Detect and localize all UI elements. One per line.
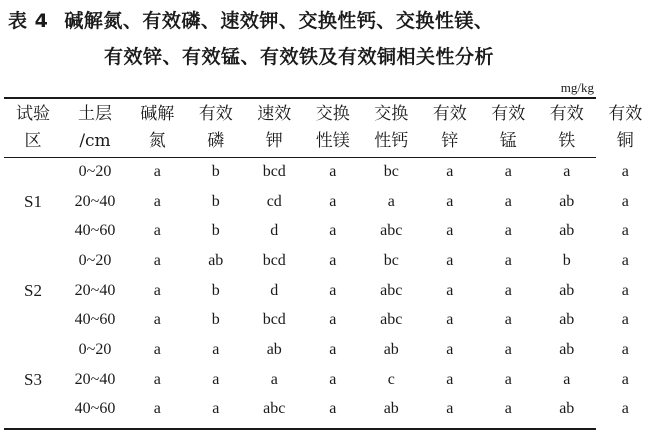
table-row xyxy=(4,276,655,306)
value-cell: a xyxy=(153,281,161,299)
value-cell: b xyxy=(211,281,220,299)
value-cell: abc xyxy=(380,311,403,329)
data-table xyxy=(4,99,655,424)
value-cell: a xyxy=(621,370,629,388)
column-header-line: 性镁 xyxy=(315,131,350,151)
caption-line-2: 有效锌、有效锰、有效铁及有效铜相关性分析 xyxy=(104,46,495,68)
column-header xyxy=(362,99,421,157)
value-cell: a xyxy=(329,311,337,329)
value-cell: a xyxy=(563,162,571,180)
value-cell: a xyxy=(621,340,629,358)
value-cell: a xyxy=(504,222,512,240)
unit-label: mg/kg xyxy=(560,80,594,95)
column-header xyxy=(421,99,480,157)
value-cell: b xyxy=(211,311,220,329)
value-cell: a xyxy=(212,400,220,418)
value-cell: a xyxy=(504,162,512,180)
column-header-line: 铁 xyxy=(558,131,576,151)
depth-cell: 0~20 xyxy=(78,162,112,180)
value-cell: a xyxy=(621,311,629,329)
column-header-line: 氮 xyxy=(148,131,166,151)
value-cell: a xyxy=(329,400,337,418)
value-cell: b xyxy=(211,192,220,210)
value-cell: a xyxy=(446,162,454,180)
value-cell: a xyxy=(446,370,454,388)
column-header xyxy=(4,99,62,157)
table-row xyxy=(4,395,655,425)
depth-cell: 40~60 xyxy=(74,400,116,418)
value-cell: b xyxy=(562,251,571,269)
value-cell: a xyxy=(446,311,454,329)
column-header-line: 锌 xyxy=(441,131,459,151)
value-cell: a xyxy=(329,162,337,180)
value-cell: ab xyxy=(559,400,575,418)
value-cell: bcd xyxy=(262,251,286,269)
value-cell: b xyxy=(211,222,220,240)
zone-cell: S2 xyxy=(24,280,42,300)
column-header-line: 有效 xyxy=(491,104,526,124)
value-cell: a xyxy=(329,281,337,299)
column-header-line: 锰 xyxy=(499,131,517,151)
zone-cell: S1 xyxy=(24,191,42,211)
column-header-line: 钾 xyxy=(265,131,283,151)
column-header-line: 速效 xyxy=(257,104,292,124)
value-cell: ab xyxy=(383,400,399,418)
value-cell: a xyxy=(504,192,512,210)
value-cell: bc xyxy=(383,162,399,180)
value-cell: a xyxy=(153,370,161,388)
table-row xyxy=(4,305,655,335)
depth-cell: 40~60 xyxy=(74,311,116,329)
column-header-line: 交换 xyxy=(374,104,409,124)
column-header-line: 试验 xyxy=(16,104,50,124)
column-header-line: 碱解 xyxy=(140,104,175,124)
depth-cell: 0~20 xyxy=(78,251,112,269)
value-cell: a xyxy=(153,251,161,269)
column-header-line: 交换 xyxy=(315,104,350,124)
value-cell: bc xyxy=(383,251,399,269)
column-header-line: 性钙 xyxy=(374,131,409,151)
value-cell: a xyxy=(504,340,512,358)
column-header xyxy=(538,99,597,157)
value-cell: a xyxy=(153,222,161,240)
value-cell: a xyxy=(329,340,337,358)
depth-cell: 0~20 xyxy=(78,340,112,358)
column-header xyxy=(304,99,363,157)
value-cell: a xyxy=(621,222,629,240)
value-cell: a xyxy=(329,251,337,269)
table-row xyxy=(4,246,655,276)
value-cell: ab xyxy=(559,340,575,358)
value-cell: a xyxy=(504,311,512,329)
column-header-line: 有效 xyxy=(432,104,467,124)
value-cell: ab xyxy=(208,251,224,269)
depth-cell: 40~60 xyxy=(74,222,116,240)
value-cell: a xyxy=(504,370,512,388)
value-cell: a xyxy=(212,370,220,388)
column-header xyxy=(245,99,304,157)
value-cell: a xyxy=(212,340,220,358)
value-cell: a xyxy=(153,400,161,418)
column-header xyxy=(128,99,187,157)
caption-line-1 xyxy=(8,6,493,33)
column-header xyxy=(596,99,655,157)
value-cell: a xyxy=(621,251,629,269)
value-cell: b xyxy=(211,162,220,180)
value-cell: a xyxy=(446,192,454,210)
value-cell: abc xyxy=(263,400,286,418)
table-row xyxy=(4,216,655,246)
value-cell: a xyxy=(621,281,629,299)
value-cell: a xyxy=(446,400,454,418)
value-cell: d xyxy=(270,281,279,299)
bottom-rule xyxy=(4,428,596,430)
column-header-line: 磷 xyxy=(207,131,225,151)
value-cell: c xyxy=(387,370,395,388)
value-cell: a xyxy=(621,400,629,418)
value-cell: a xyxy=(329,370,337,388)
column-header-line: 区 xyxy=(24,131,42,151)
value-cell: bcd xyxy=(262,311,286,329)
column-header xyxy=(187,99,246,157)
zone-cell: S3 xyxy=(24,369,42,389)
depth-cell: 20~40 xyxy=(74,192,116,210)
value-cell: ab xyxy=(266,340,282,358)
column-header xyxy=(62,99,128,157)
column-header-line: 有效 xyxy=(549,104,584,124)
value-cell: a xyxy=(446,281,454,299)
column-header xyxy=(479,99,538,157)
value-cell: cd xyxy=(266,192,282,210)
value-cell: a xyxy=(153,162,161,180)
value-cell: bcd xyxy=(262,162,286,180)
value-cell: a xyxy=(153,340,161,358)
table-row xyxy=(4,365,655,395)
value-cell: a xyxy=(621,192,629,210)
value-cell: a xyxy=(563,370,571,388)
table-number: 表 4 xyxy=(8,10,49,32)
depth-cell: 20~40 xyxy=(74,281,116,299)
value-cell: a xyxy=(621,162,629,180)
header-row xyxy=(4,99,655,157)
value-cell: a xyxy=(270,370,278,388)
value-cell: a xyxy=(504,281,512,299)
column-header-line: 土层 xyxy=(78,104,112,124)
value-cell: a xyxy=(446,222,454,240)
value-cell: a xyxy=(387,192,395,210)
value-cell: a xyxy=(504,251,512,269)
column-header-line: 有效 xyxy=(198,104,233,124)
value-cell: a xyxy=(329,192,337,210)
value-cell: ab xyxy=(559,192,575,210)
value-cell: a xyxy=(153,311,161,329)
value-cell: ab xyxy=(383,340,399,358)
value-cell: ab xyxy=(559,281,575,299)
value-cell: abc xyxy=(380,281,403,299)
value-cell: a xyxy=(446,251,454,269)
value-cell: a xyxy=(153,192,161,210)
value-cell: a xyxy=(329,222,337,240)
value-cell: d xyxy=(270,222,279,240)
column-header-line: 有效 xyxy=(608,104,643,124)
value-cell: a xyxy=(446,340,454,358)
value-cell: a xyxy=(504,400,512,418)
table-row xyxy=(4,157,655,187)
depth-cell: 20~40 xyxy=(74,370,116,388)
table-row xyxy=(4,187,655,217)
column-header-line: 铜 xyxy=(616,131,634,151)
column-header-line: /cm xyxy=(79,131,111,151)
table-body xyxy=(4,157,655,424)
value-cell: ab xyxy=(559,311,575,329)
value-cell: abc xyxy=(380,222,403,240)
table-row xyxy=(4,335,655,365)
value-cell: ab xyxy=(559,222,575,240)
caption-text-1: 碱解氮、有效磷、速效钾、交换性钙、交换性镁、 xyxy=(64,10,494,32)
